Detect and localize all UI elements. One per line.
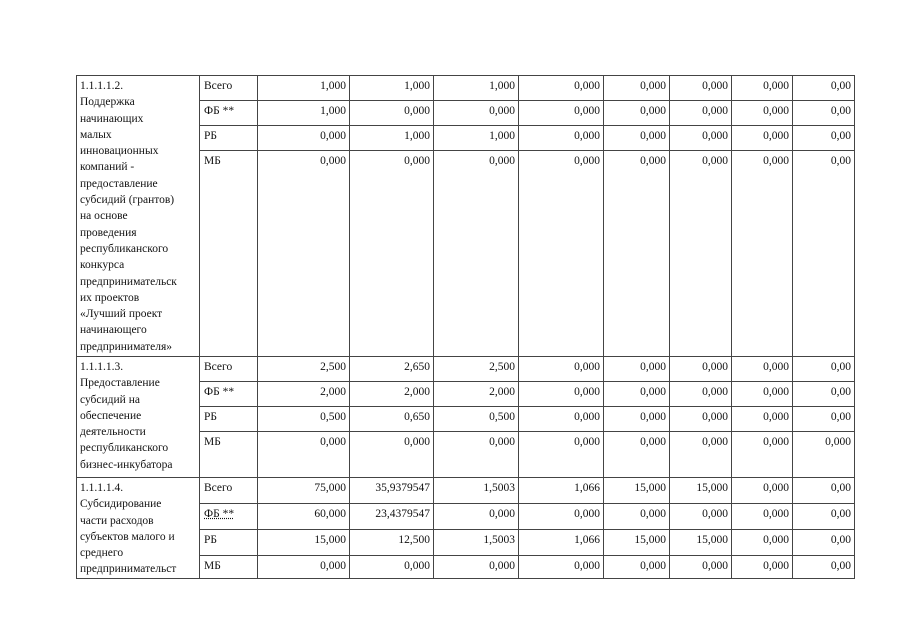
value-cell: 1,5003 [434, 529, 519, 555]
value-cell: 12,500 [350, 529, 434, 555]
value-cell: 1,000 [350, 76, 434, 101]
value-cell: 0,000 [258, 432, 350, 478]
funding-source: РБ [200, 407, 258, 432]
desc-line: их проектов [80, 291, 140, 304]
funding-source: МБ [200, 555, 258, 578]
value-cell: 0,00 [793, 529, 855, 555]
value-cell: 0,000 [519, 151, 604, 357]
value-cell: 0,00 [793, 503, 855, 529]
value-cell: 0,000 [670, 407, 732, 432]
value-cell: 0,000 [519, 101, 604, 126]
value-cell: 0,000 [604, 101, 670, 126]
value-cell: 0,000 [258, 151, 350, 357]
desc-line: Субсидирование [80, 498, 162, 511]
value-cell: 0,000 [519, 382, 604, 407]
desc-line: предпринимателя» [80, 340, 172, 353]
value-cell: 2,650 [350, 357, 434, 382]
value-cell: 0,000 [793, 432, 855, 478]
value-cell: 1,5003 [434, 478, 519, 504]
value-cell: 0,000 [604, 151, 670, 357]
funding-source: Всего [200, 76, 258, 101]
value-cell: 0,000 [434, 101, 519, 126]
value-cell: 0,000 [519, 407, 604, 432]
desc-line: 1.1.1.1.3. [80, 361, 124, 373]
value-cell: 0,000 [519, 357, 604, 382]
value-cell: 0,000 [670, 76, 732, 101]
table-row [77, 76, 855, 101]
desc-line: предоставление [80, 177, 158, 190]
value-cell: 0,00 [793, 101, 855, 126]
value-cell: 0,000 [519, 432, 604, 478]
measure-description [77, 76, 200, 357]
value-cell: 1,066 [519, 529, 604, 555]
funding-source: МБ [200, 432, 258, 478]
desc-line: обеспечение [80, 409, 142, 422]
value-cell: 75,000 [258, 478, 350, 504]
desc-line: субъектов малого и [80, 530, 175, 543]
desc-line: начинающих [80, 112, 144, 125]
value-cell: 0,000 [258, 555, 350, 578]
value-cell: 0,000 [670, 357, 732, 382]
value-cell: 0,000 [519, 555, 604, 578]
value-cell: 0,00 [793, 357, 855, 382]
value-cell: 0,000 [604, 407, 670, 432]
value-cell: 0,000 [732, 407, 793, 432]
value-cell: 0,000 [350, 151, 434, 357]
value-cell: 2,500 [434, 357, 519, 382]
value-cell: 15,000 [604, 478, 670, 504]
value-cell: 23,4379547 [350, 503, 434, 529]
funding-source-label: ФБ ** [204, 507, 235, 520]
funding-source: РБ [200, 126, 258, 151]
value-cell: 0,00 [793, 555, 855, 578]
value-cell: 0,000 [604, 357, 670, 382]
desc-line: среднего [80, 547, 124, 560]
value-cell: 0,000 [670, 503, 732, 529]
budget-table [76, 75, 855, 579]
value-cell: 1,066 [519, 478, 604, 504]
measure-description [77, 357, 200, 478]
desc-line: конкурса [80, 259, 125, 272]
measure-description [77, 478, 200, 579]
value-cell: 0,000 [604, 432, 670, 478]
desc-line: республиканского [80, 442, 169, 455]
desc-line: Поддержка [80, 96, 135, 109]
desc-line: части расходов [80, 514, 154, 527]
value-cell: 0,000 [670, 432, 732, 478]
desc-line: предпринимательск [80, 275, 177, 288]
value-cell: 2,000 [258, 382, 350, 407]
funding-source: Всего [200, 478, 258, 504]
value-cell: 0,000 [350, 555, 434, 578]
desc-line: инновационных [80, 145, 159, 158]
value-cell: 2,000 [350, 382, 434, 407]
value-cell: 15,000 [670, 478, 732, 504]
value-cell: 15,000 [258, 529, 350, 555]
value-cell: 1,000 [434, 126, 519, 151]
value-cell: 0,000 [434, 432, 519, 478]
value-cell: 0,000 [732, 382, 793, 407]
value-cell: 0,000 [732, 432, 793, 478]
value-cell: 0,000 [670, 151, 732, 357]
value-cell: 0,000 [732, 126, 793, 151]
value-cell: 0,000 [670, 555, 732, 578]
funding-source [200, 503, 258, 529]
desc-line: субсидий (грантов) [80, 194, 175, 207]
desc-line: 1.1.1.1.4. [80, 482, 124, 494]
value-cell: 0,000 [732, 151, 793, 357]
value-cell: 2,000 [434, 382, 519, 407]
value-cell: 0,000 [670, 126, 732, 151]
desc-line: на основе [80, 210, 128, 223]
value-cell: 0,000 [604, 503, 670, 529]
table-row [77, 357, 855, 382]
value-cell: 0,000 [732, 357, 793, 382]
value-cell: 0,000 [519, 126, 604, 151]
value-cell: 35,9379547 [350, 478, 434, 504]
funding-source: МБ [200, 151, 258, 357]
value-cell: 0,000 [434, 503, 519, 529]
value-cell: 0,000 [519, 503, 604, 529]
desc-line: компаний - [80, 161, 135, 174]
value-cell: 0,000 [434, 151, 519, 357]
funding-source: Всего [200, 357, 258, 382]
value-cell: 0,000 [350, 432, 434, 478]
value-cell: 0,000 [732, 76, 793, 101]
value-cell: 0,000 [732, 555, 793, 578]
value-cell: 60,000 [258, 503, 350, 529]
value-cell: 0,000 [604, 555, 670, 578]
value-cell: 0,000 [604, 76, 670, 101]
desc-line: «Лучший проект [80, 308, 163, 321]
funding-source: ФБ ** [200, 382, 258, 407]
value-cell: 0,00 [793, 126, 855, 151]
desc-line: Предоставление [80, 377, 160, 390]
value-cell: 0,000 [732, 503, 793, 529]
desc-line: бизнес-инкубатора [80, 458, 173, 471]
value-cell: 0,00 [793, 76, 855, 101]
value-cell: 0,00 [793, 407, 855, 432]
desc-line: 1.1.1.1.2. [80, 80, 124, 92]
value-cell: 1,000 [258, 101, 350, 126]
desc-line: проведения [80, 226, 137, 239]
value-cell: 0,000 [604, 382, 670, 407]
value-cell: 1,000 [434, 76, 519, 101]
value-cell: 0,000 [519, 76, 604, 101]
funding-source: ФБ ** [200, 101, 258, 126]
value-cell: 0,000 [732, 529, 793, 555]
table-body [77, 76, 855, 579]
desc-line: субсидий на [80, 393, 140, 406]
value-cell: 15,000 [670, 529, 732, 555]
value-cell: 0,000 [732, 478, 793, 504]
value-cell: 15,000 [604, 529, 670, 555]
desc-line: начинающего [80, 324, 147, 337]
value-cell: 0,000 [670, 382, 732, 407]
value-cell: 0,000 [604, 126, 670, 151]
value-cell: 2,500 [258, 357, 350, 382]
value-cell: 0,000 [434, 555, 519, 578]
value-cell: 0,00 [793, 382, 855, 407]
value-cell: 0,00 [793, 151, 855, 357]
desc-line: малых [80, 128, 112, 141]
desc-line: предпринимательст [80, 563, 177, 576]
value-cell: 0,000 [350, 101, 434, 126]
funding-source: РБ [200, 529, 258, 555]
desc-line: деятельности [80, 426, 146, 439]
value-cell: 0,500 [434, 407, 519, 432]
value-cell: 0,650 [350, 407, 434, 432]
value-cell: 1,000 [258, 76, 350, 101]
value-cell: 0,00 [793, 478, 855, 504]
value-cell: 0,500 [258, 407, 350, 432]
value-cell: 0,000 [258, 126, 350, 151]
value-cell: 0,000 [670, 101, 732, 126]
desc-line: республиканского [80, 242, 169, 255]
value-cell: 1,000 [350, 126, 434, 151]
value-cell: 0,000 [732, 101, 793, 126]
table-row [77, 478, 855, 504]
